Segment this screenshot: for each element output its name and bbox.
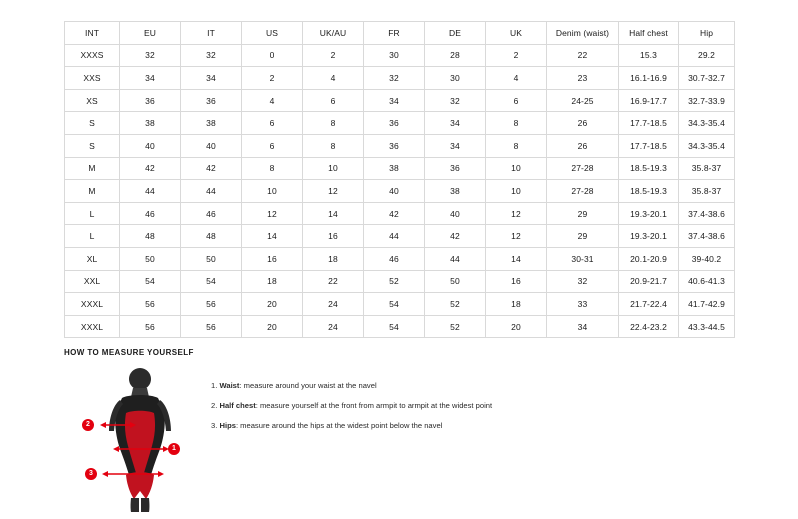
cell-ukau: 12 xyxy=(303,180,364,203)
table-row xyxy=(65,112,735,135)
cell-denim-waist: 24-25 xyxy=(547,89,619,112)
cell-eu: 38 xyxy=(120,112,181,135)
cell-it: 42 xyxy=(181,157,242,180)
cell-it: 46 xyxy=(181,202,242,225)
cell-denim-waist: 26 xyxy=(547,134,619,157)
how-to-measure-section xyxy=(64,348,764,512)
measure-note-waist xyxy=(211,381,492,390)
cell-uk: 10 xyxy=(486,180,547,203)
marker-2: 2 xyxy=(82,419,94,431)
cell-half-chest: 20.9-21.7 xyxy=(619,270,679,293)
note-text-waist: : measure around your waist at the navel xyxy=(239,381,377,390)
cell-int: M xyxy=(65,180,120,203)
cell-denim-waist: 27-28 xyxy=(547,157,619,180)
cell-hip: 37.4-38.6 xyxy=(679,225,735,248)
cell-hip: 30.7-32.7 xyxy=(679,67,735,90)
cell-int: L xyxy=(65,202,120,225)
cell-eu: 56 xyxy=(120,315,181,338)
mannequin-illustration xyxy=(82,367,197,512)
cell-fr: 36 xyxy=(364,134,425,157)
cell-us: 0 xyxy=(242,44,303,67)
table-row xyxy=(65,157,735,180)
table-row xyxy=(65,89,735,112)
cell-eu: 46 xyxy=(120,202,181,225)
table-row xyxy=(65,270,735,293)
cell-us: 14 xyxy=(242,225,303,248)
measure-note-half-chest xyxy=(211,401,492,410)
cell-hip: 34.3-35.4 xyxy=(679,112,735,135)
cell-ukau: 2 xyxy=(303,44,364,67)
cell-int: XXL xyxy=(65,270,120,293)
cell-fr: 42 xyxy=(364,202,425,225)
cell-denim-waist: 22 xyxy=(547,44,619,67)
cell-de: 34 xyxy=(425,134,486,157)
cell-hip: 34.3-35.4 xyxy=(679,134,735,157)
measurement-figure xyxy=(82,367,197,512)
size-chart-table xyxy=(64,21,735,338)
note-label-half-chest: Half chest xyxy=(219,401,256,411)
cell-fr: 30 xyxy=(364,44,425,67)
cell-int: M xyxy=(65,157,120,180)
cell-it: 50 xyxy=(181,247,242,270)
table-row xyxy=(65,67,735,90)
cell-uk: 12 xyxy=(486,202,547,225)
cell-half-chest: 19.3-20.1 xyxy=(619,225,679,248)
cell-us: 4 xyxy=(242,89,303,112)
cell-uk: 16 xyxy=(486,270,547,293)
cell-ukau: 16 xyxy=(303,225,364,248)
table-row xyxy=(65,293,735,316)
cell-it: 32 xyxy=(181,44,242,67)
cell-us: 6 xyxy=(242,112,303,135)
cell-uk: 8 xyxy=(486,112,547,135)
cell-de: 28 xyxy=(425,44,486,67)
cell-de: 36 xyxy=(425,157,486,180)
cell-ukau: 14 xyxy=(303,202,364,225)
cell-hip: 43.3-44.5 xyxy=(679,315,735,338)
how-to-measure-title: HOW TO MEASURE YOURSELF xyxy=(64,348,194,357)
table-row xyxy=(65,247,735,270)
column-header-us: US xyxy=(242,22,303,45)
column-header-int: INT xyxy=(65,22,120,45)
table-row xyxy=(65,225,735,248)
cell-ukau: 8 xyxy=(303,134,364,157)
cell-uk: 6 xyxy=(486,89,547,112)
note-label-hips: Hips xyxy=(219,421,236,431)
cell-half-chest: 22.4-23.2 xyxy=(619,315,679,338)
cell-fr: 54 xyxy=(364,315,425,338)
cell-de: 44 xyxy=(425,247,486,270)
cell-eu: 44 xyxy=(120,180,181,203)
cell-denim-waist: 34 xyxy=(547,315,619,338)
column-header-hip: Hip xyxy=(679,22,735,45)
cell-it: 54 xyxy=(181,270,242,293)
cell-de: 32 xyxy=(425,89,486,112)
cell-us: 12 xyxy=(242,202,303,225)
note-text-half-chest: : measure yourself at the front from armpit to armpit at the widest point xyxy=(255,401,493,411)
cell-ukau: 22 xyxy=(303,270,364,293)
cell-fr: 38 xyxy=(364,157,425,180)
table-row xyxy=(65,202,735,225)
cell-uk: 8 xyxy=(486,134,547,157)
cell-de: 38 xyxy=(425,180,486,203)
measure-notes xyxy=(211,367,492,441)
cell-denim-waist: 33 xyxy=(547,293,619,316)
cell-de: 30 xyxy=(425,67,486,90)
cell-uk: 20 xyxy=(486,315,547,338)
cell-de: 52 xyxy=(425,315,486,338)
cell-eu: 54 xyxy=(120,270,181,293)
measure-note-hips xyxy=(211,421,492,430)
cell-us: 8 xyxy=(242,157,303,180)
cell-hip: 35.8-37 xyxy=(679,157,735,180)
cell-fr: 32 xyxy=(364,67,425,90)
cell-it: 40 xyxy=(181,134,242,157)
cell-it: 34 xyxy=(181,67,242,90)
cell-us: 18 xyxy=(242,270,303,293)
cell-denim-waist: 30-31 xyxy=(547,247,619,270)
cell-uk: 10 xyxy=(486,157,547,180)
cell-half-chest: 17.7-18.5 xyxy=(619,134,679,157)
cell-half-chest: 17.7-18.5 xyxy=(619,112,679,135)
cell-hip: 35.8-37 xyxy=(679,180,735,203)
cell-it: 48 xyxy=(181,225,242,248)
cell-half-chest: 18.5-19.3 xyxy=(619,180,679,203)
cell-de: 40 xyxy=(425,202,486,225)
cell-int: XXS xyxy=(65,67,120,90)
cell-denim-waist: 26 xyxy=(547,112,619,135)
cell-int: XXXL xyxy=(65,315,120,338)
column-header-denim-waist: Denim (waist) xyxy=(547,22,619,45)
cell-denim-waist: 29 xyxy=(547,225,619,248)
note-text-hips: : measure around the hips at the widest point below the navel xyxy=(235,421,443,431)
note-index-2: 2. xyxy=(211,401,218,411)
cell-fr: 46 xyxy=(364,247,425,270)
cell-half-chest: 16.1-16.9 xyxy=(619,67,679,90)
cell-int: XXXS xyxy=(65,44,120,67)
cell-denim-waist: 23 xyxy=(547,67,619,90)
cell-denim-waist: 32 xyxy=(547,270,619,293)
cell-half-chest: 20.1-20.9 xyxy=(619,247,679,270)
column-header-eu: EU xyxy=(120,22,181,45)
cell-fr: 34 xyxy=(364,89,425,112)
cell-us: 10 xyxy=(242,180,303,203)
cell-ukau: 6 xyxy=(303,89,364,112)
cell-int: L xyxy=(65,225,120,248)
cell-ukau: 24 xyxy=(303,293,364,316)
cell-fr: 36 xyxy=(364,112,425,135)
cell-eu: 48 xyxy=(120,225,181,248)
cell-us: 2 xyxy=(242,67,303,90)
cell-hip: 37.4-38.6 xyxy=(679,202,735,225)
cell-it: 36 xyxy=(181,89,242,112)
cell-eu: 50 xyxy=(120,247,181,270)
note-label-waist: Waist xyxy=(219,381,240,390)
cell-eu: 56 xyxy=(120,293,181,316)
cell-int: XL xyxy=(65,247,120,270)
note-index-3: 3. xyxy=(211,421,218,431)
cell-eu: 32 xyxy=(120,44,181,67)
note-index-1: 1. xyxy=(211,381,218,390)
table-row xyxy=(65,134,735,157)
cell-fr: 40 xyxy=(364,180,425,203)
column-header-uk: UK xyxy=(486,22,547,45)
cell-ukau: 18 xyxy=(303,247,364,270)
cell-half-chest: 18.5-19.3 xyxy=(619,157,679,180)
column-header-fr: FR xyxy=(364,22,425,45)
cell-fr: 44 xyxy=(364,225,425,248)
column-header-ukau: UK/AU xyxy=(303,22,364,45)
table-row xyxy=(65,180,735,203)
cell-ukau: 10 xyxy=(303,157,364,180)
cell-fr: 54 xyxy=(364,293,425,316)
cell-hip: 39-40.2 xyxy=(679,247,735,270)
column-header-it: IT xyxy=(181,22,242,45)
column-header-de: DE xyxy=(425,22,486,45)
cell-denim-waist: 27-28 xyxy=(547,180,619,203)
column-header-half-chest: Half chest xyxy=(619,22,679,45)
cell-fr: 52 xyxy=(364,270,425,293)
cell-eu: 34 xyxy=(120,67,181,90)
cell-half-chest: 19.3-20.1 xyxy=(619,202,679,225)
cell-uk: 4 xyxy=(486,67,547,90)
cell-hip: 40.6-41.3 xyxy=(679,270,735,293)
cell-us: 16 xyxy=(242,247,303,270)
cell-de: 42 xyxy=(425,225,486,248)
cell-hip: 29.2 xyxy=(679,44,735,67)
cell-eu: 40 xyxy=(120,134,181,157)
cell-ukau: 4 xyxy=(303,67,364,90)
marker-3: 3 xyxy=(85,468,97,480)
cell-half-chest: 15.3 xyxy=(619,44,679,67)
cell-denim-waist: 29 xyxy=(547,202,619,225)
cell-uk: 18 xyxy=(486,293,547,316)
cell-half-chest: 16.9-17.7 xyxy=(619,89,679,112)
cell-us: 20 xyxy=(242,293,303,316)
size-chart-container xyxy=(64,21,734,338)
cell-eu: 36 xyxy=(120,89,181,112)
marker-1: 1 xyxy=(168,443,180,455)
cell-eu: 42 xyxy=(120,157,181,180)
cell-hip: 41.7-42.9 xyxy=(679,293,735,316)
cell-it: 44 xyxy=(181,180,242,203)
cell-us: 6 xyxy=(242,134,303,157)
cell-hip: 32.7-33.9 xyxy=(679,89,735,112)
cell-it: 38 xyxy=(181,112,242,135)
cell-uk: 2 xyxy=(486,44,547,67)
how-to-measure-body xyxy=(64,367,764,512)
cell-half-chest: 21.7-22.4 xyxy=(619,293,679,316)
cell-ukau: 8 xyxy=(303,112,364,135)
cell-int: XXXL xyxy=(65,293,120,316)
cell-us: 20 xyxy=(242,315,303,338)
table-row xyxy=(65,315,735,338)
cell-int: XS xyxy=(65,89,120,112)
cell-int: S xyxy=(65,134,120,157)
cell-ukau: 24 xyxy=(303,315,364,338)
table-header-row xyxy=(65,22,735,45)
cell-int: S xyxy=(65,112,120,135)
table-row xyxy=(65,44,735,67)
cell-de: 34 xyxy=(425,112,486,135)
cell-uk: 14 xyxy=(486,247,547,270)
cell-it: 56 xyxy=(181,315,242,338)
cell-it: 56 xyxy=(181,293,242,316)
cell-de: 52 xyxy=(425,293,486,316)
cell-de: 50 xyxy=(425,270,486,293)
cell-uk: 12 xyxy=(486,225,547,248)
